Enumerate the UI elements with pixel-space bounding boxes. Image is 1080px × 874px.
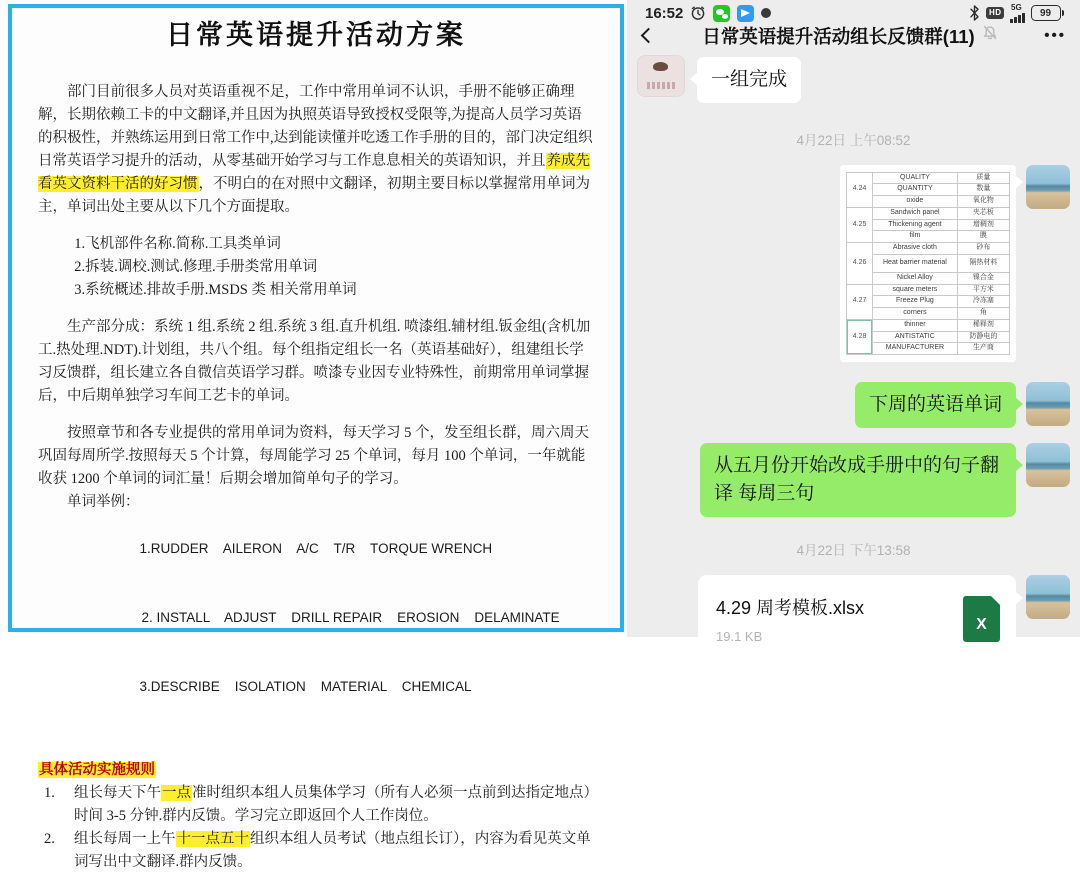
avatar-self[interactable] (1026, 575, 1070, 619)
message-row-incoming (637, 55, 1070, 103)
message-row-outgoing (637, 382, 1070, 428)
example-line: 3.DESCRIBE ISOLATION MATERIAL CHEMICAL (139, 679, 472, 694)
more-options-button[interactable]: ••• (1044, 27, 1066, 44)
message-bubble[interactable]: 下周的英语单词 (855, 382, 1016, 428)
rule-number: 1. (44, 785, 55, 801)
network-type-label: 5G (1011, 3, 1022, 12)
rule-item-2 (44, 828, 594, 874)
file-name: 4.29 周考模板.xlsx (716, 598, 865, 618)
timestamp: 4月22日 上午08:52 (796, 132, 911, 148)
doc-text: ，不明白的在对照中文翻译，初期主要目标以掌握常用单词为主，单词出处主要从以下几个方面提取。 (38, 176, 590, 215)
yellow-highlight-text: 养成先看英文资料干活的好习惯 (38, 153, 590, 192)
rule-text: 组长每天下午一点准时组织本组人员集体学习（所有人必须一点前到达指定地点）时间 3-5 分钟.群内反馈。学习完立即返回个人工作岗位。 (74, 785, 591, 824)
example-line: 2. INSTALL ADJUST DRILL REPAIR EROSION DELAMINATE (141, 610, 560, 625)
message-row-outgoing (637, 443, 1070, 517)
file-size: 19.1 KB (716, 629, 763, 644)
battery-indicator (1031, 5, 1065, 21)
list-item: 1.飞机部件名称.简称.工具类单词 (74, 236, 281, 252)
bluetooth-icon (969, 5, 980, 21)
rules-title-highlight: 具体活动实施规则 (39, 762, 155, 778)
image-message-word-table[interactable] (840, 165, 1016, 363)
status-bar (627, 0, 1080, 23)
back-button[interactable] (641, 30, 675, 41)
file-message-card[interactable] (698, 575, 1016, 661)
chat-header (627, 23, 1080, 49)
timestamp: 4月22日 下午13:58 (796, 543, 911, 558)
list-item: 2.拆装.调校.测试.修理.手册类常用单词 (74, 259, 318, 275)
list-item: 3.系统概述.排故手册.MSDS 类 相关常用单词 (74, 282, 357, 298)
avatar-self[interactable] (1026, 443, 1070, 487)
navigation-app-icon (737, 5, 754, 22)
signal-bars-icon (1010, 4, 1025, 23)
word-examples (67, 491, 594, 744)
rules-title (38, 758, 594, 782)
doc-text: 部门目前很多人员对英语重视不足，工作中常用单词不认识，手册不能够正确理解，长期依赖工卡的中文翻译,并且因为执照英语导致授权受限等,为提高人员学习英语的积极性，并熟练运用到日常工作中,达到能读懂并吃透工作手册的目的，部门决定组织日常英语学习提升的活动，从零基础开始学习与工作息息相关的英语知识，并且 (38, 84, 593, 169)
rule-number: 2. (44, 831, 55, 847)
battery-percent: 99 (1031, 5, 1061, 21)
doc-paragraph-intro (38, 81, 594, 219)
avatar-self[interactable] (1026, 382, 1070, 426)
mute-bell-icon (981, 24, 999, 47)
word-table: 4.24 QUALITY 质量 QUANTITY 数量 oxide 氧化物 4.25 Sandwich panel 夹芯板 Thickening agent 增稠剂 film 膜 4.26 Abrasive cloth 砂布 Heat barrier material 隔热材料 Nickel Alloy 镍合金 4.27 square meters 平方米 Freeze Plug 冷冻塞 corners 角 4.28 thinner 稀释剂 ANTISTATIC 防静电的 MANUFACTURER 生产商 (846, 172, 1010, 356)
message-bubble[interactable]: 从五月份开始改成手册中的句子翻译 每周三句 (700, 443, 1016, 517)
alarm-icon (690, 5, 706, 21)
message-bubble[interactable]: 一组完成 (697, 57, 801, 103)
doc-paragraph-plan: 按照章节和各专业提供的常用单词为资料，每天学习 5 个，发至组长群，周六周天巩固每周所学.按照每天 5 个计算，每周能学习 25 个单词，每月 100 个单词，一年就能收获 1200 个单词的词汇量！后期会增加简单句子的学习。 (38, 425, 589, 487)
chat-message-list (627, 49, 1080, 662)
word-source-list (74, 233, 594, 302)
document-page (8, 4, 624, 870)
doc-title: 日常英语提升活动方案 (166, 20, 466, 50)
wechat-app-icon (713, 5, 730, 22)
rule-item-1 (44, 782, 594, 828)
avatar[interactable] (637, 55, 685, 97)
hd-badge: HD (986, 7, 1004, 19)
rule-text: 组长每周一上午十一点五十组织本组人员考试（地点组长订），内容为看见英文单词写出中文翻译.群内反馈。 (74, 831, 591, 870)
yellow-highlight-text: 一点 (162, 785, 191, 801)
doc-paragraph-groups: 生产部分成：系统 1 组.系统 2 组.系统 3 组.直升机组. 喷漆组.辅材组.钣金组(含机加工.热处理.NDT).计划组，共八个组。每个组指定组长一名（英语基础好），组建组长学习反馈群，组长建立各自微信英语学习群。喷漆专业因专业特殊性，前期常用单词掌握后，中后期单独学习车间工艺卡的单词。 (38, 319, 591, 404)
excel-file-icon: X (963, 596, 1000, 642)
chat-group-title: 日常英语提升活动组长反馈群(11) (702, 25, 975, 47)
message-row-outgoing (637, 575, 1070, 661)
example-line: 1.RUDDER AILERON A/C T/R TORQUE WRENCH (139, 541, 493, 556)
chevron-left-icon (641, 28, 657, 44)
message-row-outgoing (637, 165, 1070, 363)
yellow-highlight-text: 十一点五十 (176, 831, 249, 847)
wechat-chat-screen (627, 0, 1080, 644)
record-dot-icon (761, 8, 771, 18)
word-examples-label: 单词举例： (67, 494, 140, 510)
avatar-self[interactable] (1026, 165, 1070, 209)
clock-time: 16:52 (645, 4, 684, 22)
